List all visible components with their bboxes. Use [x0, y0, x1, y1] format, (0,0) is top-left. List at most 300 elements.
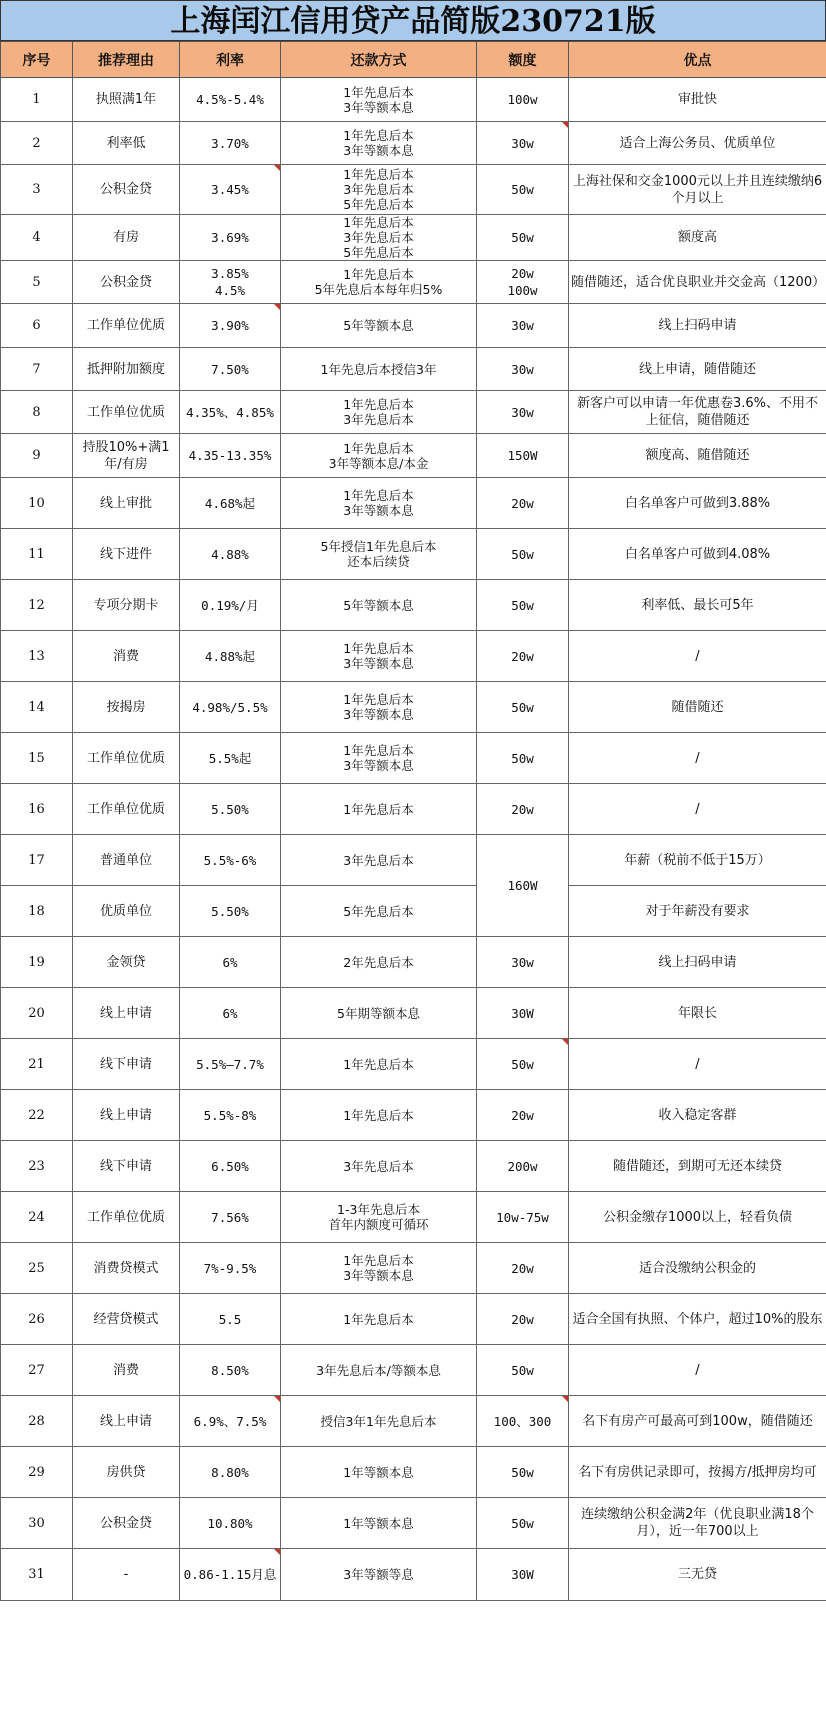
row-advantage-text: / [695, 1362, 700, 1378]
row-amount [477, 784, 569, 835]
row-amount-text: 20w [511, 1107, 534, 1123]
row-advantage-text: 上海社保和交金1000元以上并且连续缴纳6个月以上 [572, 173, 823, 206]
row-advantage [569, 1192, 826, 1243]
table-row [1, 1345, 826, 1396]
row-number-text: 22 [28, 1107, 45, 1123]
row-number [1, 1345, 73, 1396]
row-repayment-text: 1年先息后本 [343, 1056, 414, 1072]
row-repayment-text: 1年先息后本 [343, 1311, 414, 1327]
row-reason-text: 公积金贷 [99, 182, 152, 197]
row-advantage [569, 1294, 826, 1345]
row-rate [180, 1090, 281, 1141]
row-reason [73, 580, 180, 631]
row-advantage-text: 适合上海公务员、优质单位 [619, 135, 776, 151]
table-row [1, 988, 826, 1039]
row-reason-text: 消费 [112, 648, 139, 664]
row-repayment-text: 5年先息后本 [343, 903, 414, 919]
row-rate-text: 5.5 [218, 1311, 242, 1327]
row-number-text: 7 [32, 361, 41, 377]
row-number [1, 165, 73, 215]
row-repayment-text: 3年先息后本 [343, 1158, 414, 1174]
row-number [1, 1294, 73, 1345]
row-rate-text: 4.98%/5.5% [192, 699, 268, 715]
row-amount [477, 434, 569, 478]
row-advantage [569, 580, 826, 631]
row-rate [180, 682, 281, 733]
row-reason-text: 利率低 [106, 135, 146, 151]
table-row [1, 886, 826, 937]
row-advantage [569, 304, 826, 348]
row-amount [477, 215, 569, 261]
row-reason-text: 公积金贷 [99, 274, 152, 290]
row-number [1, 529, 73, 580]
header-advantage: 优点 [569, 42, 826, 78]
row-amount [477, 1447, 569, 1498]
row-reason [73, 1192, 180, 1243]
row-number [1, 1039, 73, 1090]
row-reason [73, 1549, 180, 1601]
row-amount-text: 30W [511, 1567, 534, 1582]
row-number-text: 15 [28, 750, 45, 766]
row-rate-text: 4.88%起 [204, 648, 256, 664]
row-amount [477, 261, 569, 304]
row-rate [180, 391, 281, 434]
row-number-text: 10 [28, 495, 45, 511]
row-reason [73, 261, 180, 304]
row-repayment [281, 733, 477, 784]
header-amount: 额度 [477, 42, 569, 78]
row-repayment [281, 1039, 477, 1090]
row-repayment-text: 1年先息后本 3年先息后本 5年先息后本 [343, 215, 414, 260]
header-repayment: 还款方式 [281, 42, 477, 78]
table-row [1, 165, 826, 215]
row-repayment-text: 1年先息后本 3年先息后本 5年先息后本 [343, 167, 414, 212]
row-amount [477, 1243, 569, 1294]
row-repayment [281, 391, 477, 434]
row-rate-text: 6.9%、7.5% [193, 1413, 267, 1429]
row-advantage-text: / [695, 1056, 700, 1072]
row-number-text: 25 [28, 1260, 45, 1276]
row-reason-text: 有房 [112, 230, 139, 245]
row-number-text: 27 [28, 1362, 45, 1378]
row-number-text: 3 [32, 182, 41, 197]
row-amount-text: 20w [511, 801, 534, 817]
row-advantage [569, 215, 826, 261]
row-number-text: 24 [28, 1209, 45, 1225]
row-rate [180, 1345, 281, 1396]
row-amount-text: 100、300 [493, 1413, 552, 1429]
table-row [1, 631, 826, 682]
row-advantage [569, 937, 826, 988]
row-repayment-text: 1年先息后本 3年等额本息 [343, 692, 414, 722]
row-rate [180, 529, 281, 580]
row-rate-text: 5.50% [211, 801, 249, 817]
row-rate [180, 631, 281, 682]
row-rate-text: 5.5%起 [208, 750, 252, 766]
row-repayment [281, 1141, 477, 1192]
row-advantage [569, 122, 826, 165]
row-advantage-text: 新客户可以申请一年优惠卷3.6%、不用不上征信，随借随还 [576, 396, 819, 428]
row-amount [477, 835, 569, 937]
row-number-text: 4 [32, 230, 41, 245]
row-rate [180, 304, 281, 348]
row-advantage [569, 631, 826, 682]
row-reason-text: 消费贷模式 [93, 1260, 159, 1276]
row-number [1, 886, 73, 937]
row-number [1, 835, 73, 886]
row-rate-text: 7%-9.5% [203, 1260, 257, 1276]
row-advantage [569, 165, 826, 215]
row-amount [477, 1090, 569, 1141]
row-repayment [281, 886, 477, 937]
row-amount-text: 150W [507, 448, 538, 463]
row-amount [477, 580, 569, 631]
table-row [1, 835, 826, 886]
table-row [1, 1090, 826, 1141]
row-number-text: 30 [28, 1515, 45, 1531]
row-rate-text: 8.50% [211, 1362, 249, 1378]
row-repayment [281, 165, 477, 215]
row-repayment [281, 1549, 477, 1601]
row-number [1, 1192, 73, 1243]
row-repayment-text: 1年等额本息 [343, 1464, 414, 1480]
row-number [1, 478, 73, 529]
row-reason-text: 线上申请 [99, 1413, 152, 1429]
row-repayment-text: 1年先息后本 3年等额本息 [343, 743, 414, 773]
row-rate-text: 8.80% [211, 1464, 249, 1480]
row-number-text: 18 [28, 903, 45, 919]
row-repayment-text: 5年授信1年先息后本 还本后续贷 [320, 539, 437, 569]
row-rate [180, 165, 281, 215]
row-reason [73, 1090, 180, 1141]
row-reason [73, 784, 180, 835]
row-rate-text: 4.68%起 [204, 495, 256, 511]
row-rate [180, 215, 281, 261]
row-repayment-text: 3年等额等息 [343, 1567, 414, 1582]
row-advantage [569, 835, 826, 886]
row-amount-text: 50w [511, 1362, 534, 1378]
row-amount-text: 10w-75w [496, 1209, 549, 1225]
row-reason-text: 经营贷模式 [93, 1311, 159, 1327]
row-repayment [281, 1192, 477, 1243]
table-row [1, 1141, 826, 1192]
row-rate-text: 0.19%/月 [201, 597, 259, 613]
row-amount-text: 20w [511, 1260, 534, 1276]
table-row [1, 1039, 826, 1090]
row-advantage-text: 连续缴纳公积金满2年（优良职业满18个月），近一年700以上 [581, 1507, 814, 1539]
row-advantage-text: 随借随还 [671, 699, 724, 715]
row-repayment-text: 1年先息后本 5年先息后本每年归5% [314, 267, 443, 297]
row-amount-text: 50w [511, 546, 534, 562]
row-repayment-text: 1年先息后本授信3年 [320, 361, 437, 377]
row-repayment-text: 5年等额本息 [343, 318, 414, 333]
row-number [1, 304, 73, 348]
row-reason-text: 优质单位 [99, 903, 152, 919]
row-reason [73, 1396, 180, 1447]
row-amount-text: 30w [511, 135, 534, 151]
row-rate-text: 7.50% [211, 361, 249, 377]
row-advantage-text: 年薪（税前不低于15万） [624, 852, 771, 868]
row-advantage [569, 529, 826, 580]
row-reason [73, 1141, 180, 1192]
row-rate-text: 4.35-13.35% [188, 448, 272, 463]
row-amount [477, 304, 569, 348]
row-rate-text: 6% [222, 1005, 238, 1021]
row-number-text: 5 [32, 274, 41, 290]
row-rate-text: 6.50% [211, 1158, 249, 1174]
row-number [1, 1243, 73, 1294]
row-advantage [569, 1141, 826, 1192]
row-amount-text: 30W [511, 1005, 534, 1021]
row-amount-text: 50w [511, 597, 534, 613]
table-row [1, 122, 826, 165]
row-reason-text: 普通单位 [99, 852, 152, 868]
row-reason [73, 78, 180, 122]
table-row [1, 733, 826, 784]
row-repayment [281, 215, 477, 261]
row-amount [477, 165, 569, 215]
row-repayment-text: 1年先息后本 3年等额本息 [343, 641, 414, 671]
row-repayment-text: 5年等额本息 [343, 597, 414, 613]
row-advantage [569, 261, 826, 304]
table-row [1, 682, 826, 733]
row-rate [180, 1447, 281, 1498]
row-number [1, 1090, 73, 1141]
row-reason [73, 1345, 180, 1396]
row-number [1, 631, 73, 682]
row-repayment [281, 529, 477, 580]
row-reason-text: 线下进件 [99, 546, 152, 562]
row-advantage [569, 478, 826, 529]
row-advantage [569, 1447, 826, 1498]
row-amount [477, 1498, 569, 1549]
row-rate [180, 1141, 281, 1192]
row-reason-text: 线上申请 [99, 1005, 152, 1021]
row-rate-text: 0.86-1.15月息 [183, 1567, 277, 1582]
row-reason [73, 1498, 180, 1549]
row-amount [477, 988, 569, 1039]
row-amount [477, 122, 569, 165]
row-repayment [281, 1498, 477, 1549]
row-reason-text: 执照满1年 [95, 92, 157, 107]
row-amount [477, 1294, 569, 1345]
row-repayment-text: 2年先息后本 [343, 954, 414, 970]
row-amount [477, 1192, 569, 1243]
row-reason [73, 215, 180, 261]
row-rate [180, 434, 281, 478]
row-amount-text: 50w [511, 230, 534, 245]
row-repayment-text: 1年先息后本 [343, 801, 414, 817]
row-advantage [569, 886, 826, 937]
row-number [1, 1498, 73, 1549]
row-reason [73, 835, 180, 886]
row-reason-text: 抵押附加额度 [86, 361, 165, 377]
row-number [1, 784, 73, 835]
row-rate [180, 1243, 281, 1294]
row-repayment-text: 1年先息后本 3年等额本息 [343, 128, 414, 158]
row-advantage-text: 三无贷 [677, 1567, 717, 1582]
row-number [1, 261, 73, 304]
row-number-text: 31 [28, 1567, 45, 1582]
row-advantage [569, 78, 826, 122]
row-advantage [569, 1498, 826, 1549]
row-reason [73, 988, 180, 1039]
row-amount-text: 20w [511, 495, 534, 511]
row-number [1, 122, 73, 165]
row-advantage-text: / [695, 750, 700, 766]
row-reason-text: 专项分期卡 [93, 597, 159, 613]
row-rate [180, 478, 281, 529]
row-rate [180, 784, 281, 835]
row-reason-text: 工作单位优质 [86, 801, 165, 817]
row-reason-text: 工作单位优质 [86, 404, 165, 420]
row-number [1, 434, 73, 478]
row-reason-text: 消费 [112, 1362, 139, 1378]
row-number-text: 11 [28, 546, 45, 562]
row-advantage-text: 对于年薪没有要求 [645, 903, 750, 919]
header-row [1, 42, 826, 78]
row-repayment [281, 784, 477, 835]
row-reason [73, 304, 180, 348]
row-amount [477, 1345, 569, 1396]
row-reason-text: 工作单位优质 [86, 318, 165, 333]
row-rate [180, 580, 281, 631]
row-repayment [281, 631, 477, 682]
row-repayment [281, 988, 477, 1039]
row-rate [180, 1294, 281, 1345]
row-advantage [569, 733, 826, 784]
row-reason [73, 529, 180, 580]
row-amount-text: 50w [511, 750, 534, 766]
product-table [0, 41, 826, 1601]
row-number-text: 20 [28, 1005, 45, 1021]
row-repayment-text: 3年先息后本/等额本息 [316, 1362, 441, 1378]
row-repayment [281, 78, 477, 122]
row-advantage-text: 随借随还，到期可无还本续贷 [612, 1158, 782, 1174]
row-reason-text: 房供贷 [106, 1464, 146, 1480]
row-number-text: 26 [28, 1311, 45, 1327]
row-reason [73, 348, 180, 391]
row-number-text: 6 [32, 318, 41, 333]
row-number [1, 1141, 73, 1192]
row-advantage [569, 434, 826, 478]
row-rate [180, 1498, 281, 1549]
row-number-text: 1 [32, 92, 41, 107]
row-rate-text: 3.45% [211, 182, 249, 197]
header-rate: 利率 [180, 42, 281, 78]
header-no: 序号 [1, 42, 73, 78]
row-amount [477, 78, 569, 122]
row-advantage-text: 公积金缴存1000以上，轻看负债 [602, 1209, 793, 1225]
row-rate [180, 1396, 281, 1447]
row-advantage [569, 988, 826, 1039]
table-row [1, 529, 826, 580]
row-amount-text: 50w [511, 182, 534, 197]
row-advantage [569, 1396, 826, 1447]
row-rate [180, 78, 281, 122]
row-repayment-text: 1年先息后本 3年等额本息 [343, 84, 414, 115]
row-reason [73, 1294, 180, 1345]
row-reason [73, 733, 180, 784]
row-advantage [569, 348, 826, 391]
row-repayment [281, 122, 477, 165]
row-number-text: 17 [28, 852, 45, 868]
row-number-text: 16 [28, 801, 45, 817]
table-row [1, 1549, 826, 1601]
row-advantage-text: 线上扫码申请 [658, 954, 737, 970]
row-advantage-text: 额度高、随借随还 [645, 448, 750, 463]
row-amount [477, 631, 569, 682]
row-advantage [569, 1039, 826, 1090]
row-number-text: 14 [28, 699, 45, 715]
table-row [1, 304, 826, 348]
row-reason-text: - [123, 1567, 129, 1582]
row-repayment-text: 1年先息后本 3年等额本息/本金 [328, 440, 429, 471]
row-repayment [281, 1396, 477, 1447]
row-rate-text: 4.88% [211, 546, 249, 562]
row-advantage-text: 收入稳定客群 [658, 1107, 737, 1123]
table-row [1, 1498, 826, 1549]
row-advantage-text: 审批快 [677, 92, 717, 107]
row-number [1, 1396, 73, 1447]
row-amount-text: 30w [511, 361, 534, 377]
row-advantage-text: 线上扫码申请 [658, 318, 737, 333]
row-amount-text: 100w [507, 92, 538, 107]
table-row [1, 348, 826, 391]
row-rate-text: 5.5%—7.7% [196, 1056, 264, 1072]
row-repayment-text: 1-3年先息后本 首年内额度可循环 [328, 1202, 429, 1232]
row-advantage [569, 1243, 826, 1294]
row-amount [477, 529, 569, 580]
row-number-text: 8 [32, 404, 41, 420]
row-number [1, 1447, 73, 1498]
row-rate [180, 122, 281, 165]
row-amount [477, 1141, 569, 1192]
row-amount [477, 937, 569, 988]
row-repayment [281, 261, 477, 304]
row-amount-text: 50w [511, 1464, 534, 1480]
row-rate-text: 3.90% [211, 318, 249, 333]
row-reason-text: 线下申请 [99, 1056, 152, 1072]
row-number [1, 1549, 73, 1601]
table-row [1, 1294, 826, 1345]
row-advantage-text: 额度高 [677, 230, 717, 245]
table-row [1, 78, 826, 122]
row-amount-text: 20w [511, 648, 534, 664]
header-reason: 推荐理由 [73, 42, 180, 78]
row-number [1, 391, 73, 434]
table-row [1, 1192, 826, 1243]
row-repayment [281, 304, 477, 348]
row-amount-text: 20w [511, 1311, 534, 1327]
table-row [1, 1243, 826, 1294]
row-advantage [569, 1549, 826, 1601]
table-row [1, 937, 826, 988]
row-reason-text: 金领贷 [106, 954, 146, 970]
row-amount-text: 50w [511, 1056, 534, 1072]
row-repayment [281, 1243, 477, 1294]
row-number [1, 733, 73, 784]
row-rate [180, 1039, 281, 1090]
row-advantage-text: 适合没缴纳公积金的 [638, 1260, 756, 1276]
row-rate-text: 7.56% [211, 1209, 249, 1225]
row-reason [73, 886, 180, 937]
row-reason-text: 持股10%+满1年/有房 [82, 439, 170, 472]
row-reason-text: 线下申请 [99, 1158, 152, 1174]
row-advantage-text: 年限长 [677, 1005, 717, 1021]
row-repayment-text: 1年先息后本 3年等额本息 [343, 1253, 414, 1283]
row-rate [180, 988, 281, 1039]
